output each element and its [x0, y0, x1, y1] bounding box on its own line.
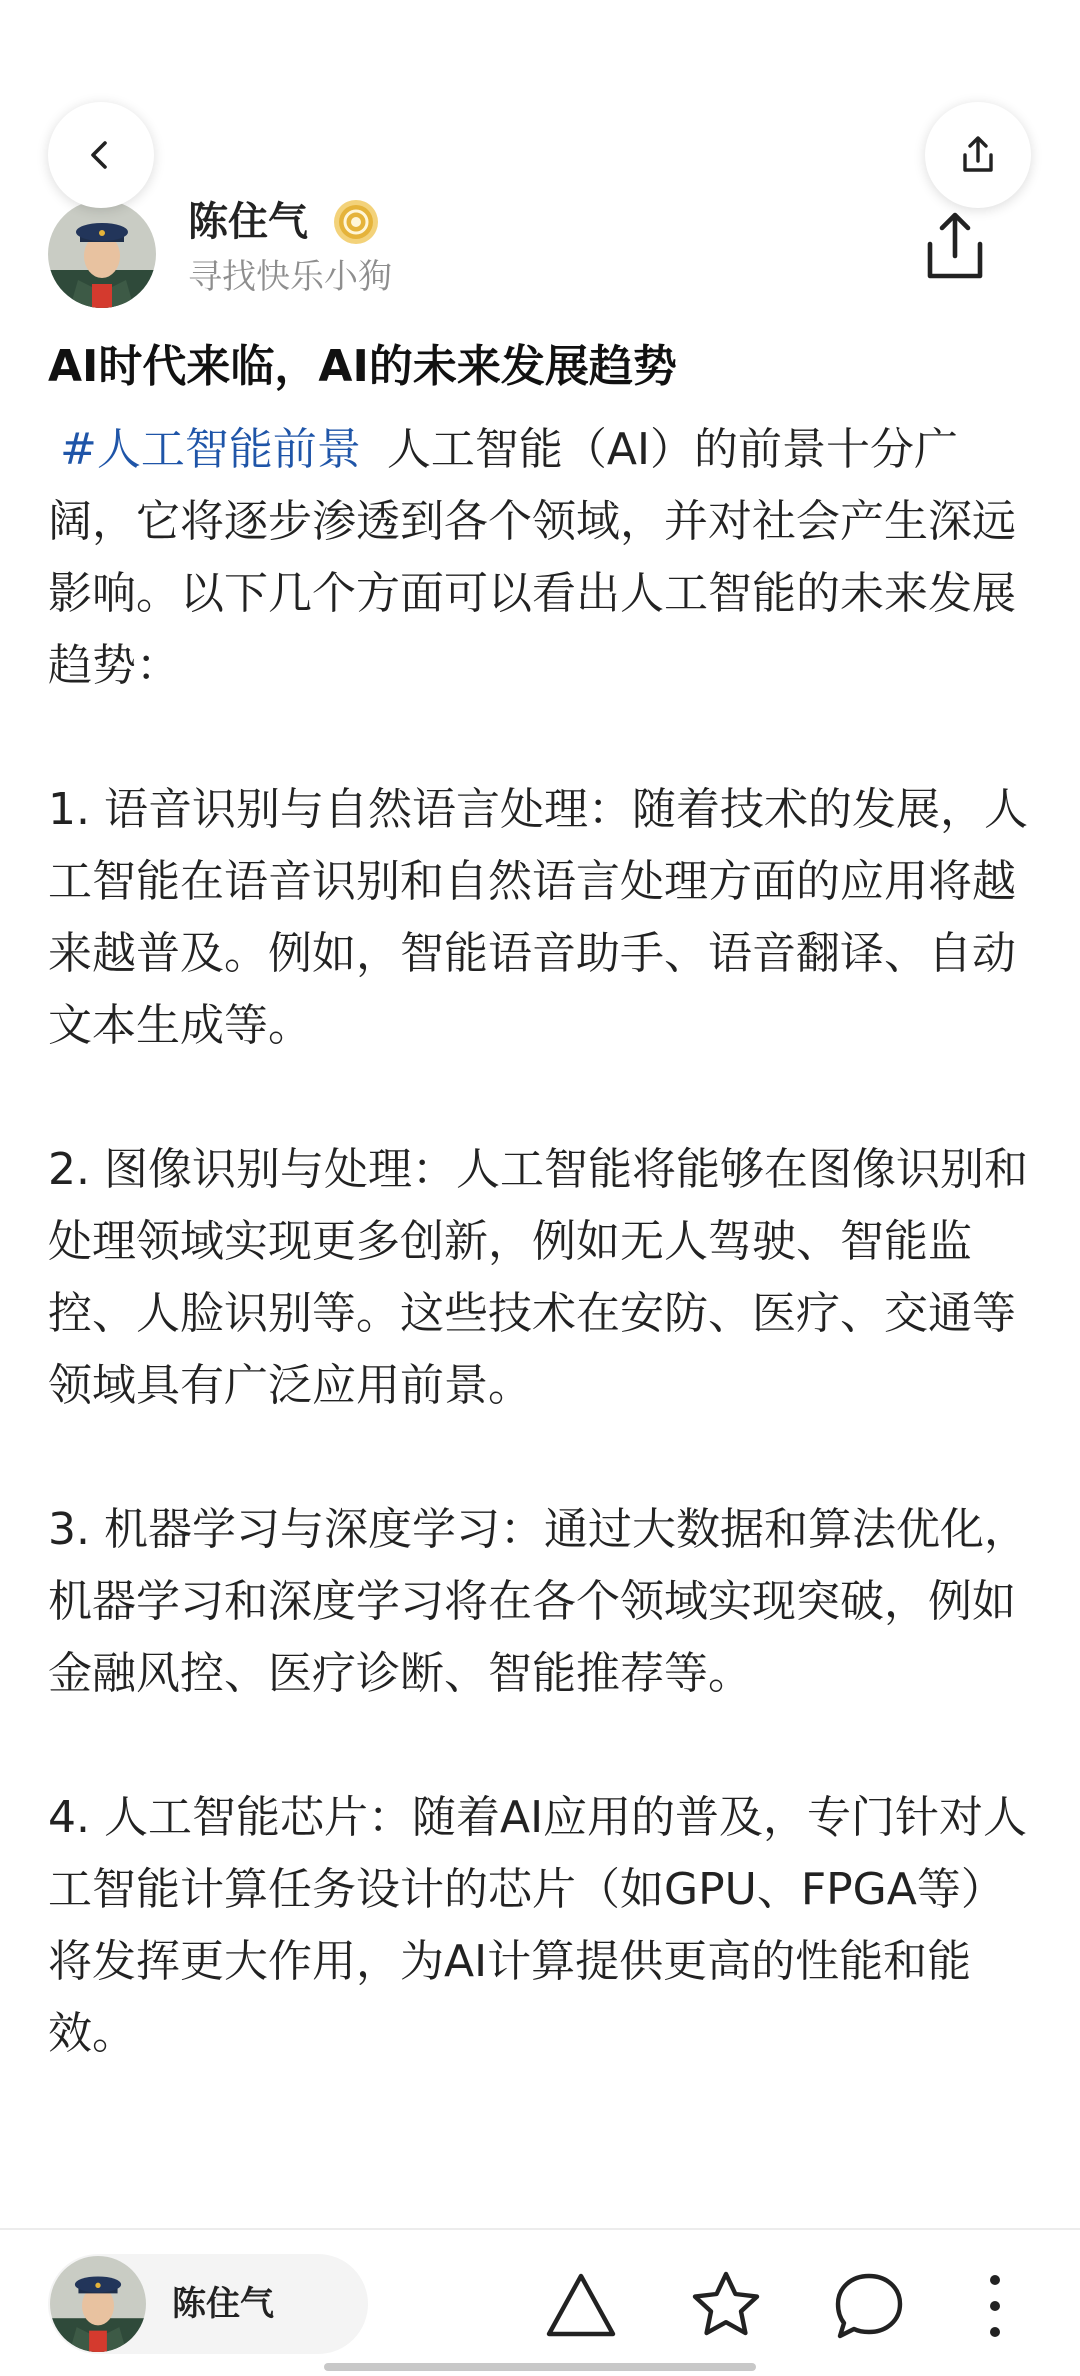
post-point: 4. 人工智能芯片：随着AI应用的普及，专门针对人工智能计算任务设计的芯片（如GPU、FPGA等）将发挥更大作用，为AI计算提供更高的性能和能效。: [48, 1792, 1028, 2059]
post-body: [48, 414, 1032, 2070]
more-dots-icon[interactable]: [965, 2268, 1025, 2344]
home-indicator[interactable]: [324, 2363, 756, 2371]
author-header: [48, 196, 1032, 306]
author-avatar-small: [50, 2256, 146, 2352]
chevron-left-icon: [81, 135, 121, 175]
share-icon: [956, 133, 1000, 177]
post-intro-text: 人工智能（AI）的前景十分广阔，它将逐步渗透到各个领域，并对社会产生深远影响。以下几个方面可以看出人工智能的未来发展趋势：: [48, 424, 1016, 691]
back-button[interactable]: [48, 102, 154, 208]
post-point: 2. 图像识别与处理：人工智能将能够在图像识别和处理领域实现更多创新，例如无人驾驶、智能监控、人脸识别等。这些技术在安防、医疗、交通等领域具有广泛应用前景。: [48, 1144, 1028, 1411]
bottom-action-bar: [0, 2230, 1080, 2376]
share-button-floating[interactable]: [925, 102, 1031, 208]
post-intro-paragraph: [48, 414, 1032, 702]
hashtag-link[interactable]: #人工智能前景: [60, 424, 361, 475]
gold-coin-badge-icon: [332, 198, 380, 246]
author-name[interactable]: 陈住气: [188, 199, 308, 245]
author-avatar[interactable]: [48, 200, 156, 308]
author-subtitle: 寻找快乐小狗: [188, 257, 392, 297]
bottom-author-name: 陈住气: [172, 2284, 274, 2324]
comment-bubble-icon[interactable]: [831, 2268, 907, 2344]
favorite-star-icon[interactable]: [688, 2268, 764, 2344]
author-pill[interactable]: [48, 2254, 368, 2354]
post-point: 1. 语音识别与自然语言处理：随着技术的发展，人工智能在语音识别和自然语言处理方面的应用将越来越普及。例如，智能语音助手、语音翻译、自动文本生成等。: [48, 784, 1028, 1051]
share-icon[interactable]: [920, 208, 990, 284]
post-title: AI时代来临，AI的未来发展趋势: [48, 341, 677, 392]
post-point: 3. 机器学习与深度学习：通过大数据和算法优化，机器学习和深度学习将在各个领域实现突破，例如金融风控、医疗诊断、智能推荐等。: [48, 1504, 1028, 1699]
like-triangle-icon[interactable]: [543, 2268, 619, 2344]
